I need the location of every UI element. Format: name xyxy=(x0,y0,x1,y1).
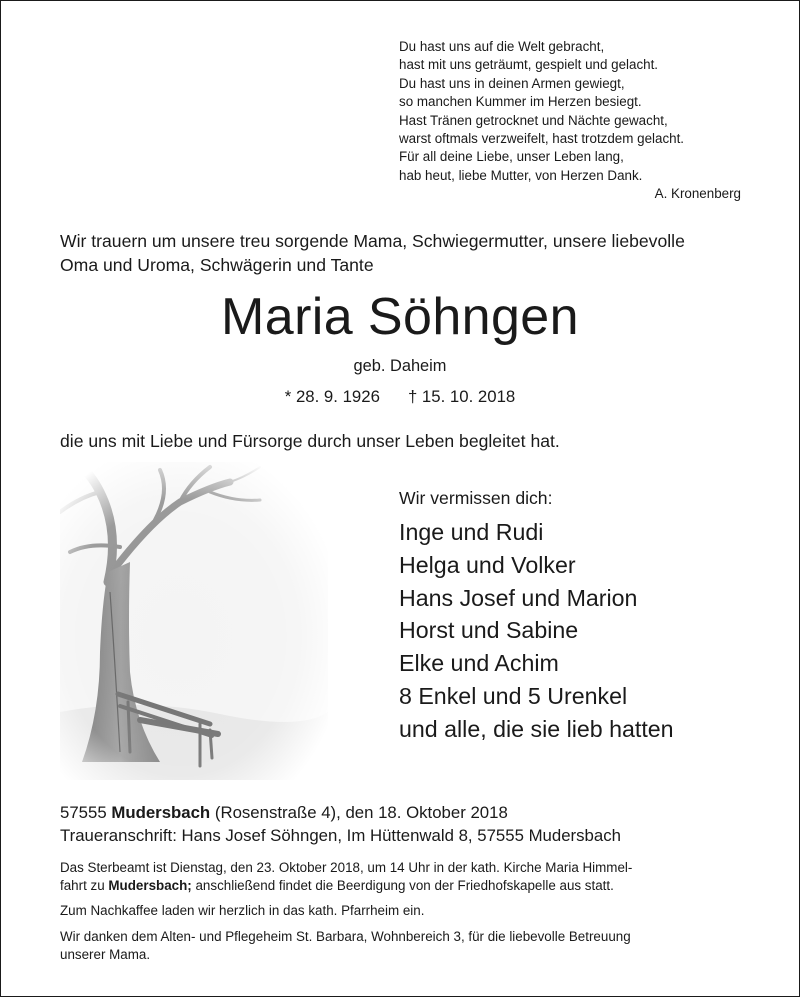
intro-text xyxy=(60,229,760,277)
poem-line: Für all deine Liebe, unser Leben lang, xyxy=(399,149,624,165)
service-town: Mudersbach; xyxy=(108,878,192,894)
life-dates xyxy=(0,386,800,408)
memorial-poem xyxy=(399,38,741,204)
tree-bench-illustration xyxy=(60,462,328,780)
poem-line: Hast Tränen getrocknet und Nächte gewacht, xyxy=(399,112,668,128)
poem-line: hab heut, liebe Mutter, von Herzen Dank. xyxy=(399,167,643,183)
mourner-entry: Hans Josef und Marion xyxy=(399,584,638,611)
tribute-text: die uns mit Liebe und Fürsorge durch unser Leben begleitet hat. xyxy=(60,431,560,451)
service-line: anschließend findet die Beerdigung von der Friedhofskapelle aus statt. xyxy=(195,878,614,894)
vignette-fade xyxy=(60,462,328,780)
town: Mudersbach xyxy=(111,803,211,822)
street-date: (Rosenstraße 4), den 18. Oktober 2018 xyxy=(214,803,508,822)
mourners-list xyxy=(399,516,779,746)
poem-line: Du hast uns in deinen Armen gewiegt, xyxy=(399,75,625,91)
poem-author: A. Kronenberg xyxy=(654,186,741,202)
coffee-invitation: Zum Nachkaffee laden wir herzlich in das kath. Pfarrheim ein. xyxy=(60,903,425,919)
deceased-name: Maria Söhngen xyxy=(221,288,579,346)
mourner-entry: Elke und Achim xyxy=(399,650,559,677)
mourner-entry: Horst und Sabine xyxy=(399,617,579,644)
thanks-line: unserer Mama. xyxy=(60,946,151,962)
birth-name: geb. Daheim xyxy=(353,357,447,375)
death-date: † 15. 10. 2018 xyxy=(407,387,516,406)
service-line: fahrt zu xyxy=(60,878,105,894)
poem-line: Du hast uns auf die Welt gebracht, xyxy=(399,39,605,54)
thanks-note xyxy=(60,928,750,964)
mourning-address: Traueranschrift: Hans Josef Söhngen, Im Hüttenwald 8, 57555 Mudersbach xyxy=(60,825,621,845)
mourner-entry: Helga und Volker xyxy=(399,551,576,578)
intro-line: Oma und Uroma, Schwägerin und Tante xyxy=(60,255,374,275)
postcode: 57555 xyxy=(60,803,107,822)
mourner-entry: 8 Enkel und 5 Urenkel xyxy=(399,682,628,709)
mourner-entry: Inge und Rudi xyxy=(399,519,544,545)
poem-line: so manchen Kummer im Herzen besiegt. xyxy=(399,94,642,110)
mourners-heading: Wir vermissen dich: xyxy=(399,488,553,508)
mourner-entry: und alle, die sie lieb hatten xyxy=(399,715,674,742)
birth-date: * 28. 9. 1926 xyxy=(284,387,380,406)
place-and-address xyxy=(60,802,760,847)
service-information xyxy=(60,859,750,971)
intro-line: Wir trauern um unsere treu sorgende Mama, Schwiegermutter, unsere liebevolle xyxy=(60,231,685,251)
place-date-line xyxy=(60,802,760,825)
service-details xyxy=(60,859,750,895)
service-line: Das Sterbeamt ist Dienstag, den 23. Oktober 2018, um 14 Uhr in der kath. Kirche Maria Himmel- xyxy=(60,860,633,875)
poem-line: warst oftmals verzweifelt, hast trotzdem gelacht. xyxy=(399,131,685,147)
thanks-line: Wir danken dem Alten- und Pflegeheim St. Barbara, Wohnbereich 3, für die liebevolle Betreuung xyxy=(60,928,631,944)
poem-line: hast mit uns geträumt, gespielt und gelacht. xyxy=(399,57,659,73)
